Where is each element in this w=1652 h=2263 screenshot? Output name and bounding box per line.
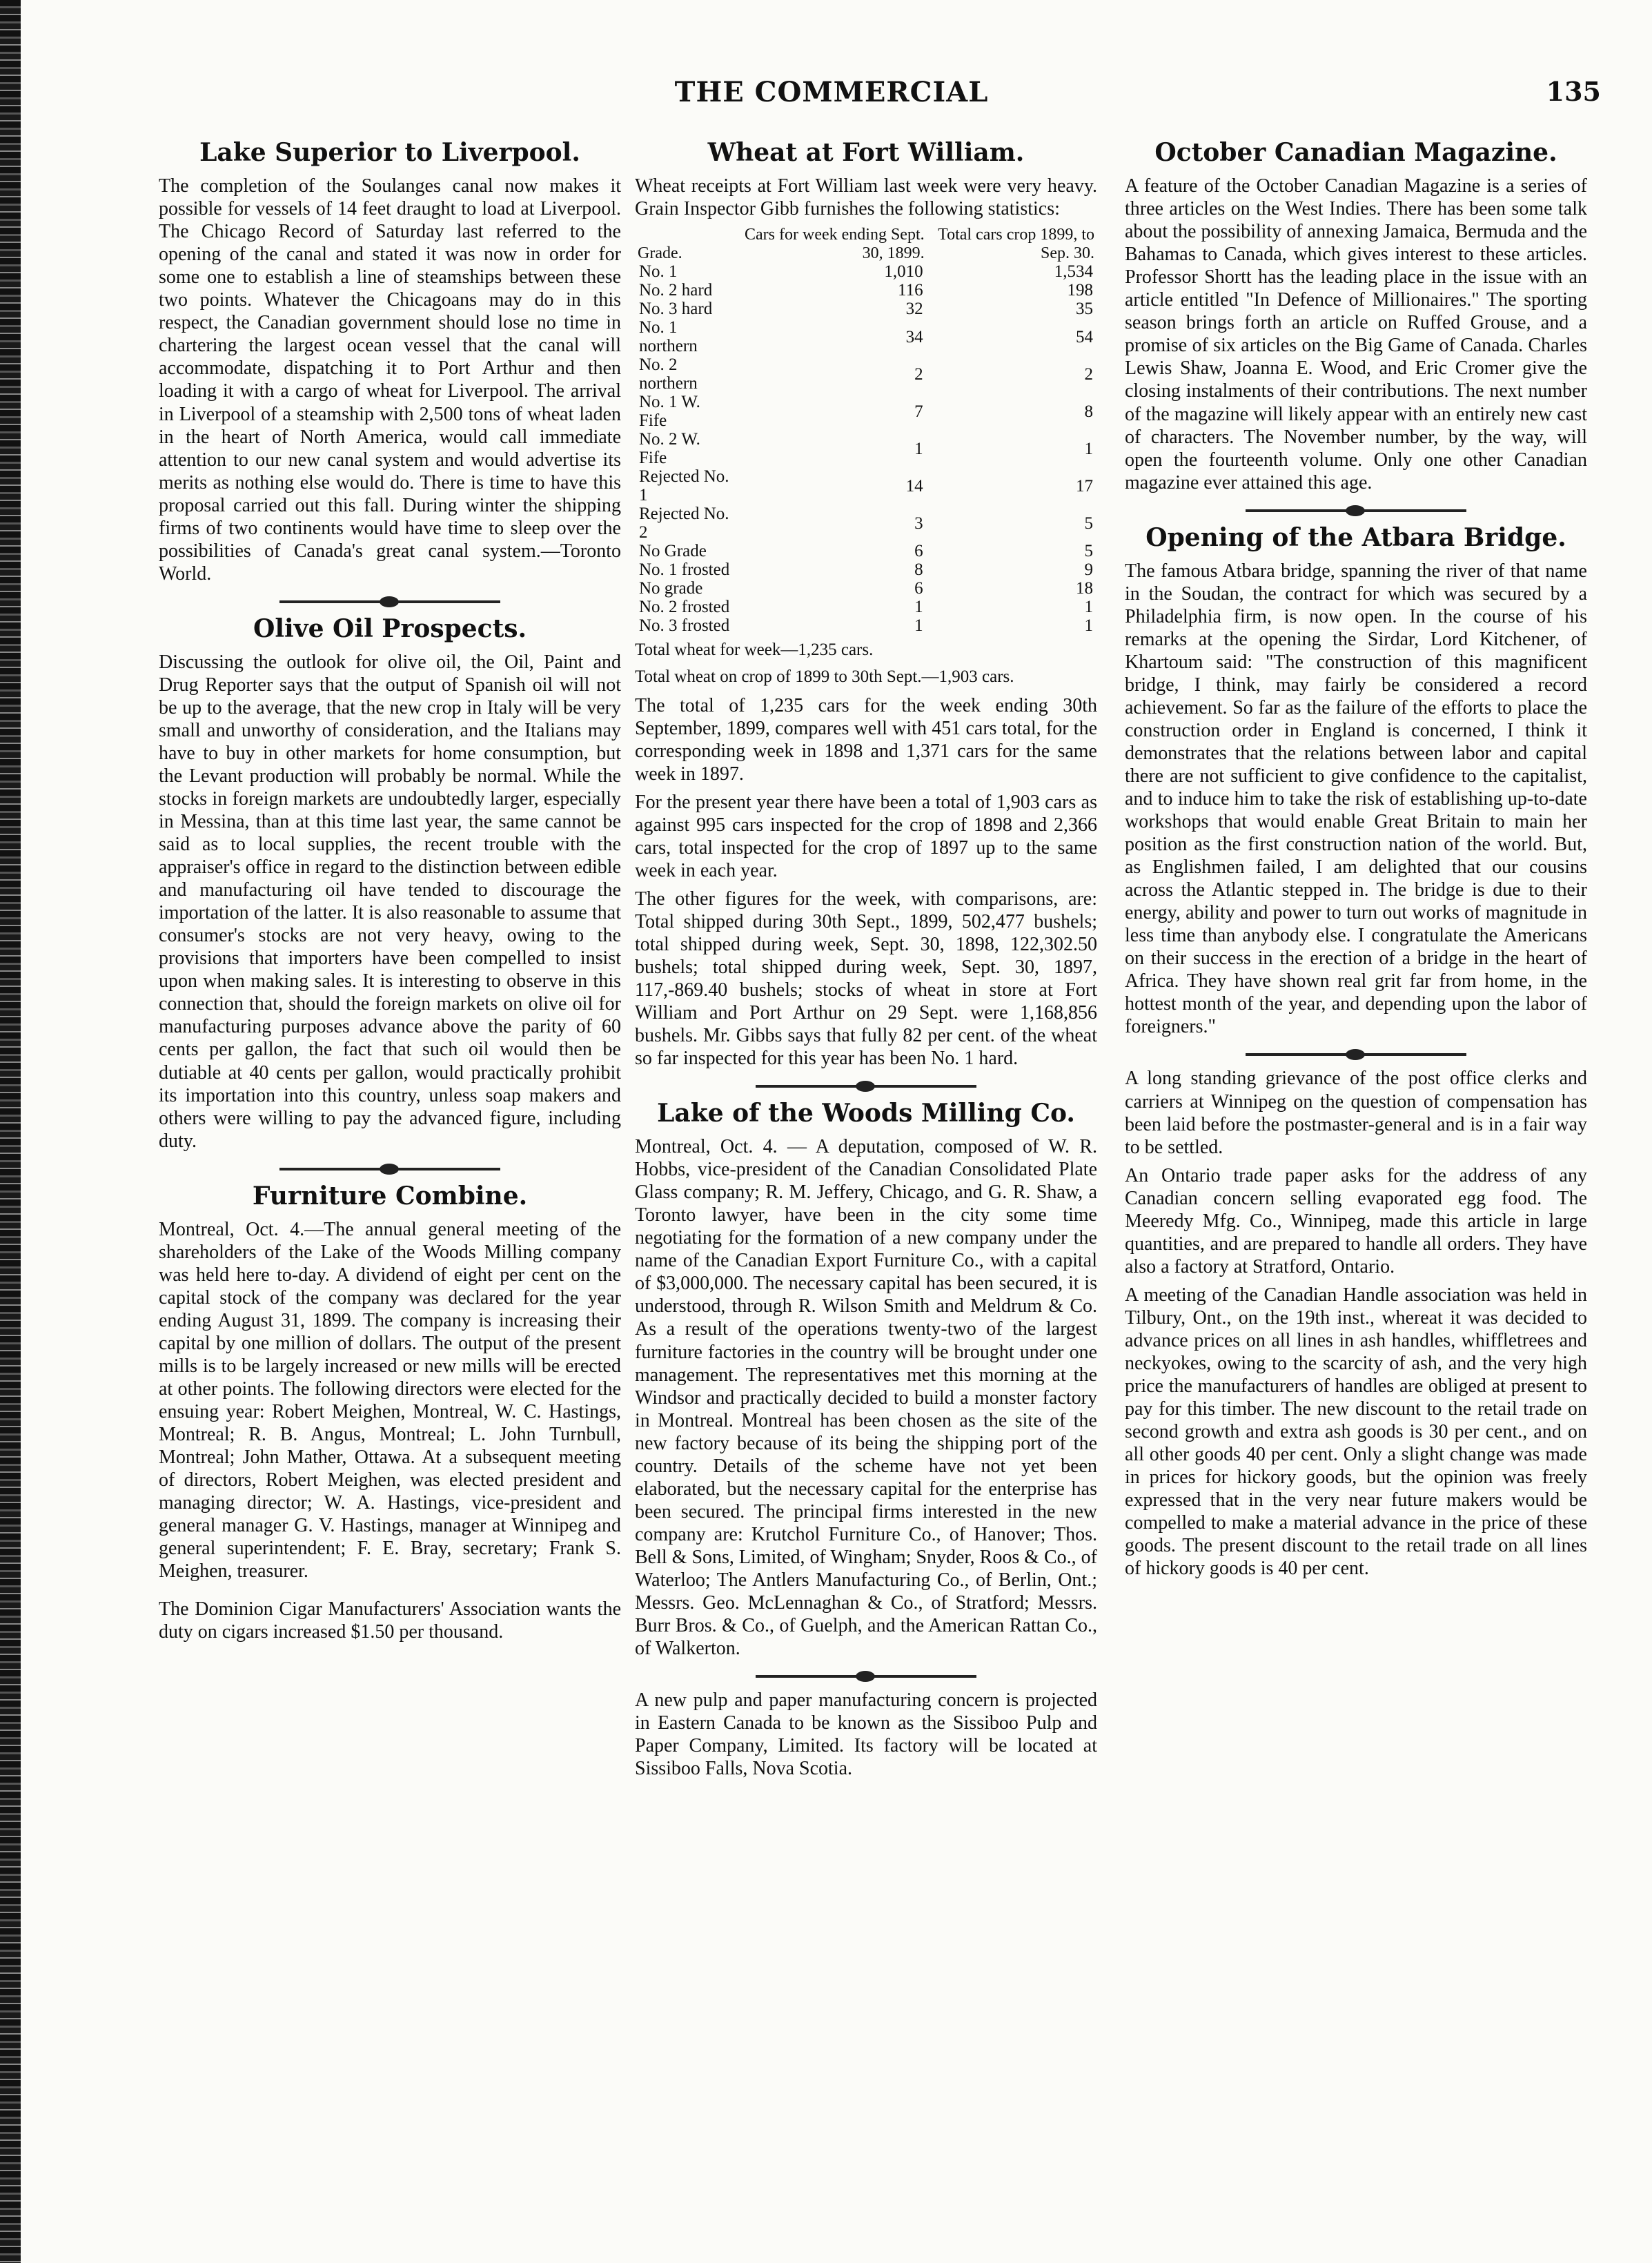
section-divider bbox=[279, 600, 500, 603]
grade-cell: Rejected No. 1 bbox=[639, 467, 729, 505]
total-cell: 17 bbox=[1076, 476, 1093, 496]
week-cell: 14 bbox=[905, 476, 923, 496]
week-cell: 1 bbox=[914, 616, 923, 636]
total-cell: 35 bbox=[1076, 300, 1093, 319]
total-cell: 8 bbox=[1084, 402, 1093, 421]
running-head bbox=[41, 76, 1622, 117]
grade-cell: No. 2 hard bbox=[639, 281, 713, 300]
grade-cell: No. 1 bbox=[639, 262, 678, 282]
article-short-items bbox=[1125, 1067, 1587, 1580]
headline: Olive Oil Prospects. bbox=[253, 614, 527, 643]
table-row bbox=[635, 560, 1097, 579]
grade-cell: No. 2 frosted bbox=[639, 598, 730, 617]
section-divider bbox=[1246, 1053, 1466, 1056]
week-cell: 3 bbox=[914, 513, 923, 533]
article-furniture-combine bbox=[159, 1182, 621, 1583]
total-cell: 9 bbox=[1084, 560, 1093, 580]
article-paragraph: An Ontario trade paper asks for the address of any Canadian concern selling evaporated egg food. The Meeredy Mfg. Co., Winnipeg, made this article in large quantities, and are prepared to handle all orders. They have also a factory at Stratford, Ontario. bbox=[1125, 1164, 1587, 1277]
total-cell: 198 bbox=[1067, 281, 1093, 300]
article-paragraph: A meeting of the Canadian Handle association was held in Tilbury, Ont., on the 19th inst., whereat it was decided to advance prices on all lines in ash handles, whiffletrees and neckyokes, owing to the scarcity of ash, and the very high price the manufacturers of handles are obliged at present to pay for this timber. The new discount to the retail trade on second growth and extra ash goods is 30 per cent., and on all other goods 40 per cent. Only a slight change was made in prices for hickory goods, but the opinion was freely expressed that in the very near future makers would be compelled to make a material advance in the price of these goods. The present discount to the retail trade on all lines of hickory goods is 40 per cent. bbox=[1125, 1284, 1587, 1580]
article-lake-superior bbox=[159, 138, 621, 585]
section-divider bbox=[279, 1168, 500, 1170]
table-row bbox=[635, 318, 1097, 355]
page-number: 135 bbox=[1546, 76, 1601, 107]
column-header-week: Cars for week ending Sept. 30, 1899. bbox=[745, 226, 925, 262]
column-1 bbox=[159, 138, 621, 1658]
grade-cell: No Grade bbox=[639, 542, 707, 561]
article-paragraph: Wheat receipts at Fort William last week were very heavy. Grain Inspector Gibb furnishes the following statistics: bbox=[635, 175, 1097, 220]
scanned-page-binding-edge bbox=[0, 0, 21, 2263]
table-header-row bbox=[635, 226, 1097, 262]
total-cell: 5 bbox=[1084, 513, 1093, 533]
article-canadian-magazine bbox=[1125, 138, 1587, 494]
headline: Furniture Combine. bbox=[252, 1181, 528, 1211]
week-cell: 1,010 bbox=[884, 262, 923, 282]
total-week: Total wheat for week—1,235 cars. bbox=[635, 640, 874, 660]
week-cell: 6 bbox=[914, 542, 923, 561]
week-cell: 2 bbox=[914, 364, 923, 384]
grade-cell: No. 3 hard bbox=[639, 300, 713, 319]
table-row bbox=[635, 598, 1097, 616]
table-row bbox=[635, 393, 1097, 430]
section-divider bbox=[756, 1675, 976, 1678]
table-row bbox=[635, 467, 1097, 504]
column-header-grade: Grade. bbox=[638, 244, 682, 262]
table-row bbox=[635, 616, 1097, 635]
headline: October Canadian Magazine. bbox=[1154, 138, 1557, 167]
column-header-total: Total cars crop 1899, to Sep. 30. bbox=[938, 226, 1094, 262]
article-paragraph: Montreal, Oct. 4.—The annual general meeting of the shareholders of the Lake of the Woods Milling company was held here to-day. A dividend of eight per cent on the capital stock of the company was declared for the year ending August 31, 1899. The company is increasing their capital by one million of dollars. The output of the present mills is to be largely increased or new mills will be erected at other points. The following directors were elected for the ensuing year: Robert Meighen, Montreal, W. C. Hastings, Montreal; R. B. Angus, Montreal; L. John Turnbull, Montreal; John Mather, Ottawa. At a subsequent meeting of directors, Robert Meighen, was elected president and managing director; W. A. Hastings, vice-president and general manager G. V. Hastings, manager at Winnipeg and general superintendent; F. E. Bray, secretary; Frank S. Meighen, treasurer. bbox=[159, 1218, 621, 1583]
table-row bbox=[635, 542, 1097, 560]
week-cell: 1 bbox=[914, 598, 923, 617]
section-divider bbox=[756, 1085, 976, 1088]
total-cell: 1 bbox=[1084, 439, 1093, 458]
total-cell: 1 bbox=[1084, 598, 1093, 617]
section-divider bbox=[1246, 509, 1466, 512]
grade-cell: No. 1 frosted bbox=[639, 560, 730, 580]
headline: Opening of the Atbara Bridge. bbox=[1145, 522, 1566, 552]
article-paragraph: The famous Atbara bridge, spanning the river of that name in the Soudan, the contract for which was secured by a Philadelphia firm, is now open. In the course of his remarks at the opening the Sirdar, Lord Kitchener, of Khartoum said: "The construction of this magnificent bridge, I think, may fairly be considered a record achievement. So far as the failure of the efforts to place the construction order in England is concerned, I think it demonstrates that the relations between labor and capital there are not sufficient to give confidence to the capitalist, and to induce him to take the risk of establishing up-to-date workshops that would enable Great Britain to main her position as the first construction nation of the world. But, as Englishmen failed, I am delighted that our cousins across the Atlantic stepped in. The bridge is due to their energy, ability and power to turn out works of magnitude in less time than anybody else. I congratulate the Americans on their success in the erection of a bridge in the heart of Africa. They have shown real grit far from home, in the hottest month of the year, and depending upon the labor of foreigners." bbox=[1125, 560, 1587, 1038]
total-cell: 54 bbox=[1076, 327, 1093, 346]
column-3 bbox=[1125, 138, 1587, 1595]
table-row bbox=[635, 504, 1097, 542]
grade-cell: No. 1 W. Fife bbox=[639, 393, 700, 431]
total-cell: 1,534 bbox=[1054, 262, 1093, 282]
article-paragraph: The total of 1,235 cars for the week ending 30th September, 1899, compares well with 451 cars total, for the corresponding week in 1898 and 1,371 cars for the same week in 1897. bbox=[635, 694, 1097, 785]
article-paragraph: The other figures for the week, with comparisons, are: Total shipped during 30th Sept., 1899, 502,477 bushels; total shipped during week, Sept. 30, 1898, 122,302.50 bushels; total shipped during week, Sept. 30, 1897, 117,-869.40 bushels; stocks of wheat in store at Fort William and Port Arthur on 29 Sept. were 1,168,856 bushels. Mr. Gibbs says that fully 82 per cent. of the wheat so far inspected for this year has been No. 1 hard. bbox=[635, 888, 1097, 1069]
article-paragraph: The completion of the Soulanges canal now makes it possible for vessels of 14 feet draught to load at Liverpool. The Chicago Record of Saturday last referred to the opening of the canal and stated it was now in order for some one to establish a line of steamships between these two points. Whatever the Chicagoans may do in this respect, the Canadian government should lose no time in chartering the largest ocean vessel that the canal will accommodate, dispatching it to Port Arthur and then loading it with a cargo of wheat for Liverpool. The arrival in Liverpool of a steamship with 2,500 tons of wheat laden in the heart of North America, would call immediate attention to our new canal system and would advertise its merits as nothing else would do. There is time to have this proposal carried out this fall. During winter the shipping firms of two continents would have time to sleep over the possibilities of Canada's great canal system.—Toronto World. bbox=[159, 175, 621, 585]
grain-table-body bbox=[635, 262, 1097, 635]
grade-cell: No. 2 W. Fife bbox=[639, 430, 700, 468]
grade-cell: No. 3 frosted bbox=[639, 616, 730, 636]
total-cell: 1 bbox=[1084, 616, 1093, 636]
article-atbara-bridge bbox=[1125, 523, 1587, 1039]
table-row bbox=[635, 262, 1097, 281]
grain-statistics-table bbox=[635, 226, 1097, 635]
headline: Wheat at Fort William. bbox=[707, 138, 1025, 167]
total-cell: 18 bbox=[1076, 579, 1093, 598]
article-pulp-paper bbox=[635, 1689, 1097, 1780]
table-row bbox=[635, 281, 1097, 300]
table-row bbox=[635, 355, 1097, 393]
table-row bbox=[635, 300, 1097, 318]
headline: Lake Superior to Liverpool. bbox=[199, 138, 580, 167]
week-cell: 6 bbox=[914, 579, 923, 598]
article-wheat-fort-william bbox=[635, 138, 1097, 1070]
table-row bbox=[635, 430, 1097, 467]
grade-cell: Rejected No. 2 bbox=[639, 504, 729, 542]
article-paragraph: Montreal, Oct. 4. — A deputation, composed of W. R. Hobbs, vice-president of the Canadian Consolidated Plate Glass company; R. M. Jeffery, Chicago, and G. R. Shaw, a Toronto lawyer, have been in the city some time negotiating for the formation of a new company under the name of the Canadian Export Furniture Co., with a capital of $3,000,000. The necessary capital has been secured, it is understood, through R. Wilson Smith and Meldrum & Co. As a result of the operations twenty-two of the largest furniture factories in the country will be brought under one management. The representatives met this morning at the Windsor and practically decided to build a monster factory in Montreal. Montreal has been chosen as the site of the new factory because of its being the shipping port of the country. Details of the scheme have not yet been elaborated, but the necessary capital for the enterprise has been secured. The principal firms interested in the new company are: Krutchol Furniture Co., of Hanover; Thos. Bell & Sons, Limited, of Wingham; Snyder, Roos & Co., of Waterloo; The Antlers Manufacturing Co., of Berlin, Ont.; Messrs. Geo. McLennaghan & Co., of Stratford; Messrs. Burr Bros. & Co., of Guelph, and the American Rattan Co., of Walkerton. bbox=[635, 1136, 1098, 1659]
total-cell: 5 bbox=[1084, 542, 1093, 561]
article-paragraph: Discussing the outlook for olive oil, the Oil, Paint and Drug Reporter says that the output of Spanish oil will not be up to the average, that the new crop in Italy will be very small and unworthy of consideration, and the Italians may have to buy in other markets for home consumption, but the Levant production will probably be normal. While the stocks in foreign markets are undoubtedly larger, especially in Messina, than at this time last year, the same cannot be said as to local supplies, the recent trouble with the appraiser's office in regard to the distinction between edible and manufacturing oil have tended to discourage the importation of the latter. It is also reasonable to assume that consumer's stocks are not very heavy, owing to the provisions that importers have been compelled to insist upon when making sales. It is interesting to observe in this connection that, should the foreign markets on olive oil for manufacturing purposes advance above the parity of 60 cents per gallon, the fact that such oil would then be dutiable at 40 cents per gallon, would practically prohibit its importation into this country, unless soap makers and others were willing to pay the advanced figure, including duty. bbox=[159, 651, 621, 1152]
article-paragraph: A long standing grievance of the post office clerks and carriers at Winnipeg on the question of compensation has been laid before the postmaster-general and is in a fair way to be settled. bbox=[1125, 1068, 1587, 1158]
grade-cell: No. 1 northern bbox=[639, 318, 698, 356]
headline: Lake of the Woods Milling Co. bbox=[657, 1099, 1075, 1128]
article-lake-of-the-woods bbox=[635, 1099, 1097, 1660]
article-paragraph: For the present year there have been a total of 1,903 cars as against 995 cars inspected for the crop of 1898 and 2,366 cars, total inspected for the crop of 1897 up to the same week in each year. bbox=[635, 791, 1097, 881]
grade-cell: No. 2 northern bbox=[639, 355, 698, 393]
article-cigar-duty bbox=[159, 1598, 621, 1643]
table-row bbox=[635, 579, 1097, 598]
column-2 bbox=[635, 138, 1097, 1795]
week-cell: 7 bbox=[914, 402, 923, 421]
article-paragraph: The Dominion Cigar Manufacturers' Association wants the duty on cigars increased $1.50 per thousand. bbox=[159, 1598, 621, 1643]
article-olive-oil bbox=[159, 614, 621, 1153]
week-cell: 34 bbox=[905, 327, 923, 346]
total-crop: Total wheat on crop of 1899 to 30th Sept.—1,903 cars. bbox=[635, 667, 1014, 686]
total-cell: 2 bbox=[1084, 364, 1093, 384]
week-cell: 8 bbox=[914, 560, 923, 580]
publication-title: THE COMMERCIAL bbox=[674, 76, 989, 108]
week-cell: 32 bbox=[905, 300, 923, 319]
article-paragraph: A new pulp and paper manufacturing concern is projected in Eastern Canada to be known as the Sissiboo Pulp and Paper Company, Limited. Its factory will be located at Sissiboo Falls, Nova Scotia. bbox=[635, 1689, 1097, 1780]
week-cell: 116 bbox=[898, 281, 923, 300]
article-paragraph: A feature of the October Canadian Magazine is a series of three articles on the West Indies. There has been some talk about the possibility of annexing Jamaica, Bermuda and the Bahamas to Canada, which gives interest to these articles. Professor Shortt has the leading place in the issue with an article entitled "In Defence of Millionaires." The sporting season brings forth an article on Ruffed Grouse, and a promise of six articles on the Big Game of Canada. Charles Lewis Shaw, Joanna E. Wood, and Eric Cromer give the closing instalments of their contributions. The next number of the magazine will likely appear with an entirely new cast of characters. The November number, by the way, will open the fourteenth volume. Only one other Canadian magazine ever attained this age. bbox=[1125, 175, 1587, 493]
week-cell: 1 bbox=[914, 439, 923, 458]
grade-cell: No grade bbox=[639, 579, 703, 598]
